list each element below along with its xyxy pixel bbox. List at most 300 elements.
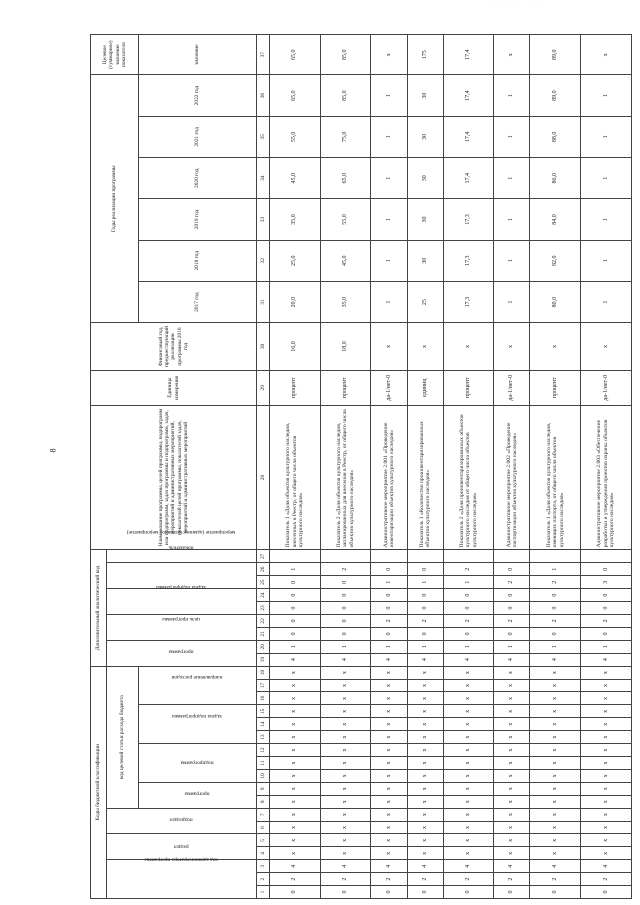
code-cell: 1 — [270, 563, 321, 576]
code-cell: x — [270, 757, 321, 770]
year-value: 17,4 — [443, 75, 494, 116]
code-cell: x — [443, 757, 494, 770]
year-header-3: 2019 год — [139, 199, 257, 240]
code-cell: x — [371, 666, 407, 679]
indicator-name: Показатель 1 «Доля объектов культурного наследия, внесенных в Реестр, от общего числа объектов культурного наследия» — [270, 405, 321, 550]
code-cell: 4 — [407, 860, 443, 873]
code-cell: x — [581, 834, 632, 847]
code-cell: x — [270, 795, 321, 808]
table-row — [371, 35, 407, 899]
year-header-6: 2022 год — [139, 75, 257, 116]
code-cell: x — [530, 782, 581, 795]
col-number: 18 — [257, 666, 270, 679]
kbk-col-3 — [107, 808, 257, 834]
year-value: 20,0 — [270, 281, 321, 322]
code-cell: x — [443, 692, 494, 705]
code-cell: 0 — [581, 563, 632, 576]
code-cell: x — [581, 769, 632, 782]
col-number: 2 — [257, 873, 270, 886]
col-number: 11 — [257, 757, 270, 770]
dop-col-label: показатель — [168, 545, 194, 552]
year-value: 1 — [581, 158, 632, 199]
code-cell: x — [530, 679, 581, 692]
year-value: 45,0 — [270, 158, 321, 199]
code-cell: 0 — [371, 563, 407, 576]
years-group-header: Годы реализации программы — [91, 75, 139, 323]
code-cell: x — [530, 808, 581, 821]
code-cell: x — [371, 731, 407, 744]
col-number: 16 — [257, 692, 270, 705]
indicator-name: Показатель 1 «Доля объектов культурного наследия, имеющих паспорта, от общего числа объектов культурного наследия» — [530, 405, 581, 550]
code-cell: x — [320, 757, 371, 770]
code-cell: 2 — [530, 614, 581, 627]
code-cell: 0 — [443, 589, 494, 602]
code-cell: 4 — [530, 860, 581, 873]
unit-cell: да-1/нет-0 — [581, 370, 632, 405]
year-value: 1 — [494, 116, 530, 157]
code-cell: 0 — [270, 627, 321, 640]
code-cell: x — [270, 782, 321, 795]
col-number: 37 — [257, 35, 270, 75]
code-cell: x — [407, 731, 443, 744]
code-cell: 1 — [443, 640, 494, 653]
code-cell: x — [443, 679, 494, 692]
code-cell: x — [320, 744, 371, 757]
fin-year-cell: x — [581, 323, 632, 370]
col-number: 7 — [257, 808, 270, 821]
year-value: 1 — [371, 116, 407, 157]
col-number: 12 — [257, 744, 270, 757]
col-number: 28 — [257, 405, 270, 550]
target-sub-header: значение — [139, 35, 257, 75]
unit-cell: да-1/нет-0 — [494, 370, 530, 405]
code-cell: 0 — [320, 602, 371, 615]
year-value: 1 — [581, 75, 632, 116]
empty-cell — [581, 550, 632, 563]
code-cell: x — [581, 782, 632, 795]
empty-cell — [443, 550, 494, 563]
year-value: 55,0 — [270, 116, 321, 157]
code-cell: x — [270, 705, 321, 718]
table-row — [581, 35, 632, 899]
indicator-name: Административное мероприятие 2.002 «Проведение паспортизации объектов культурного наследия» — [494, 405, 530, 550]
target-value: x — [371, 35, 407, 75]
year-value: 80,0 — [530, 281, 581, 322]
empty-cell — [530, 550, 581, 563]
col-number: 35 — [257, 116, 270, 157]
year-value: 17,3 — [443, 240, 494, 281]
year-value: 1 — [581, 240, 632, 281]
code-cell: x — [407, 834, 443, 847]
col-number: 21 — [257, 627, 270, 640]
code-cell: x — [270, 692, 321, 705]
code-cell: 4 — [270, 653, 321, 666]
unit-cell: процент — [270, 370, 321, 405]
table-header — [91, 35, 270, 899]
code-cell: x — [371, 808, 407, 821]
code-cell: 1 — [371, 640, 407, 653]
col-number: 19 — [257, 653, 270, 666]
year-value: 65,0 — [320, 158, 371, 199]
code-cell: 0 — [407, 886, 443, 899]
year-value: 1 — [494, 158, 530, 199]
target-value: 175 — [407, 35, 443, 75]
kcsr-sub-label: программа — [184, 790, 210, 797]
code-cell: 1 — [530, 563, 581, 576]
code-cell: 4 — [320, 653, 371, 666]
year-header-5: 2021 год — [139, 116, 257, 157]
name-header: Наименование программы, целей программы, подпрограмм или подпрограмм, задач программы и подпрограмм, задач, мероприятий и административных мероприятий, показателей целей программы, показателей задач, мероприятий и административных мероприятий — [91, 405, 257, 550]
year-value: 30 — [407, 240, 443, 281]
code-cell: x — [407, 808, 443, 821]
code-cell: x — [443, 744, 494, 757]
fin-year-cell: 18,0 — [320, 323, 371, 370]
col-number: 36 — [257, 75, 270, 116]
year-header-1: 2017 год — [139, 281, 257, 322]
code-cell: 0 — [407, 563, 443, 576]
code-cell: 0 — [320, 627, 371, 640]
year-value: 75,0 — [320, 116, 371, 157]
code-cell: 2 — [320, 563, 371, 576]
code-cell: 0 — [581, 602, 632, 615]
code-cell: 0 — [320, 589, 371, 602]
code-cell: x — [270, 718, 321, 731]
empty-cell — [494, 550, 530, 563]
code-cell: x — [530, 718, 581, 731]
year-value: 1 — [581, 281, 632, 322]
code-cell: x — [270, 808, 321, 821]
code-cell: x — [371, 705, 407, 718]
code-cell: 0 — [443, 627, 494, 640]
code-cell: x — [581, 847, 632, 860]
code-cell: x — [320, 666, 371, 679]
kcsr-sub-4 — [139, 666, 257, 705]
code-cell: x — [371, 692, 407, 705]
code-cell: 4 — [494, 653, 530, 666]
code-cell: 0 — [270, 589, 321, 602]
empty-cell — [320, 550, 371, 563]
col-number: 3 — [257, 860, 270, 873]
code-cell: x — [320, 692, 371, 705]
code-cell: 1 — [443, 576, 494, 589]
code-cell: x — [371, 769, 407, 782]
code-cell: x — [407, 718, 443, 731]
code-cell: 1 — [320, 640, 371, 653]
code-cell: 1 — [581, 640, 632, 653]
code-cell: x — [371, 757, 407, 770]
target-value: 17,4 — [443, 35, 494, 75]
code-cell: x — [320, 679, 371, 692]
code-cell: x — [270, 731, 321, 744]
code-cell: 2 — [581, 614, 632, 627]
code-cell: 2 — [407, 614, 443, 627]
code-cell: 2 — [494, 873, 530, 886]
fin-year-header: Финансовый год, предшествующий реализации программы 2016 год — [91, 323, 257, 370]
target-value: x — [581, 35, 632, 75]
code-cell: x — [443, 705, 494, 718]
code-cell: 0 — [371, 589, 407, 602]
col-number: 14 — [257, 718, 270, 731]
code-cell: x — [494, 847, 530, 860]
code-cell: x — [407, 847, 443, 860]
kbk-col-label: код администратора программы — [144, 856, 218, 863]
code-cell: 2 — [443, 873, 494, 886]
col-number: 33 — [257, 199, 270, 240]
kbk-col-label: подраздел — [169, 817, 193, 824]
rotated-page — [90, 34, 632, 899]
code-cell: x — [320, 847, 371, 860]
year-value: 35,0 — [270, 199, 321, 240]
table-row — [443, 35, 494, 899]
indicator-name: Административное мероприятие 2.001 «Проведение инвентаризации объектов культурного наследия» — [371, 405, 407, 550]
year-value: 89,0 — [530, 75, 581, 116]
kbk-col-label: раздел — [173, 843, 189, 850]
year-value: 1 — [581, 199, 632, 240]
code-cell: 0 — [494, 589, 530, 602]
code-cell: x — [407, 705, 443, 718]
code-cell: x — [443, 795, 494, 808]
code-cell: 4 — [407, 653, 443, 666]
code-cell: x — [407, 782, 443, 795]
code-cell: 0 — [407, 627, 443, 640]
code-cell: x — [530, 744, 581, 757]
scan-artifact: . . . . . . — [493, 1, 544, 6]
code-cell: x — [320, 821, 371, 834]
code-cell: 4 — [371, 653, 407, 666]
kcsr-sub-1 — [139, 782, 257, 808]
year-value: 1 — [371, 75, 407, 116]
kbk-col-1 — [107, 856, 257, 899]
code-cell: x — [530, 769, 581, 782]
indicator-name: Показатель 2 «Доля проинвентаризированных объектов культурного наследия от общего числа объектов культурного наследия» — [443, 405, 494, 550]
year-header-2: 2018 год — [139, 240, 257, 281]
col-number: 1 — [257, 886, 270, 899]
col-number: 25 — [257, 576, 270, 589]
code-cell: x — [270, 821, 321, 834]
dop-col-label: мероприятие (административное мероприятие) — [126, 528, 236, 535]
year-value: 1 — [371, 158, 407, 199]
code-cell: 4 — [581, 653, 632, 666]
year-value: 1 — [494, 281, 530, 322]
code-cell: x — [443, 834, 494, 847]
kcsr-sub-label: подпрограмма — [180, 760, 214, 767]
kbk-header: Коды бюджетной классификации — [91, 666, 107, 898]
year-value: 35,0 — [320, 281, 371, 322]
code-cell: 0 — [270, 576, 321, 589]
year-value: 17,4 — [443, 158, 494, 199]
year-value: 30 — [407, 116, 443, 157]
kbk-col-4: код целевой статьи расхода бюджета — [107, 666, 139, 808]
unit-cell: да-1/нет-0 — [371, 370, 407, 405]
unit-cell: единиц — [407, 370, 443, 405]
year-value: 30 — [407, 75, 443, 116]
code-cell: x — [494, 692, 530, 705]
code-cell: 2 — [443, 563, 494, 576]
unit-cell: процент — [320, 370, 371, 405]
code-cell: 2 — [530, 576, 581, 589]
code-cell: 1 — [407, 640, 443, 653]
fin-year-cell: 16,0 — [270, 323, 321, 370]
col-number: 31 — [257, 281, 270, 322]
indicator-table — [90, 34, 632, 899]
code-cell: x — [494, 718, 530, 731]
code-cell: x — [530, 821, 581, 834]
col-number: 4 — [257, 847, 270, 860]
code-cell: x — [494, 821, 530, 834]
target-value: 89,0 — [530, 35, 581, 75]
code-cell: x — [494, 757, 530, 770]
table-body — [270, 35, 632, 899]
year-header-4: 2020 год — [139, 158, 257, 199]
code-cell: 4 — [443, 860, 494, 873]
year-value: 30 — [407, 158, 443, 199]
code-cell: x — [494, 795, 530, 808]
code-cell: 4 — [443, 653, 494, 666]
table-row — [407, 35, 443, 899]
code-cell: x — [581, 705, 632, 718]
year-value: 65,0 — [270, 75, 321, 116]
year-value: 17,4 — [443, 116, 494, 157]
col-number: 6 — [257, 821, 270, 834]
year-value: 55,0 — [320, 199, 371, 240]
code-cell: x — [270, 834, 321, 847]
code-cell: x — [443, 847, 494, 860]
year-value: 30 — [407, 199, 443, 240]
fin-year-cell: x — [407, 323, 443, 370]
indicator-name: Показатель 2 «Доля объектов культурного наследия, запланированных для внесения в Реестр, от общего числа объектов культурного наследия» — [320, 405, 371, 550]
code-cell: x — [270, 847, 321, 860]
code-cell: x — [581, 679, 632, 692]
code-cell: x — [270, 769, 321, 782]
code-cell: x — [443, 769, 494, 782]
code-cell: x — [407, 666, 443, 679]
kcsr-sub-3 — [139, 705, 257, 744]
code-cell: 4 — [371, 860, 407, 873]
target-value: 85,0 — [320, 35, 371, 75]
code-cell: 0 — [443, 886, 494, 899]
year-value: 25 — [407, 281, 443, 322]
code-cell: 0 — [581, 886, 632, 899]
code-cell: 4 — [270, 860, 321, 873]
code-cell: x — [371, 744, 407, 757]
code-cell: x — [407, 769, 443, 782]
code-cell: x — [581, 821, 632, 834]
code-cell: 0 — [494, 627, 530, 640]
code-cell: x — [530, 705, 581, 718]
year-value: 82,0 — [530, 240, 581, 281]
indicator-name: Показатель 1 «Количество проинвентаризированных объектов культурного наследия» — [407, 405, 443, 550]
dop-header: Дополнительный аналитический код — [91, 550, 107, 666]
col-number: 26 — [257, 563, 270, 576]
fin-year-cell: x — [530, 323, 581, 370]
code-cell: x — [494, 679, 530, 692]
code-cell: 1 — [407, 576, 443, 589]
year-value: 86,0 — [530, 158, 581, 199]
code-cell: x — [443, 731, 494, 744]
code-cell: x — [371, 718, 407, 731]
code-cell: x — [443, 718, 494, 731]
code-cell: x — [494, 808, 530, 821]
empty-cell — [407, 550, 443, 563]
code-cell: x — [270, 679, 321, 692]
code-cell: x — [407, 692, 443, 705]
year-value: 1 — [371, 281, 407, 322]
year-value: 1 — [581, 116, 632, 157]
table-row — [494, 35, 530, 899]
target-header: Целевое (суммарное) значение показателя — [91, 35, 139, 75]
code-cell: 0 — [320, 614, 371, 627]
code-cell: x — [371, 679, 407, 692]
code-cell: 0 — [494, 563, 530, 576]
table-row — [270, 35, 321, 899]
year-value: 1 — [494, 199, 530, 240]
year-value: 1 — [494, 75, 530, 116]
col-number: 9 — [257, 782, 270, 795]
year-value: 88,0 — [530, 116, 581, 157]
code-cell: x — [530, 757, 581, 770]
code-cell: x — [443, 666, 494, 679]
code-cell: x — [371, 782, 407, 795]
code-cell: 2 — [494, 614, 530, 627]
code-cell: x — [320, 834, 371, 847]
code-cell: 0 — [270, 614, 321, 627]
code-cell: 0 — [407, 602, 443, 615]
table-row — [530, 35, 581, 899]
code-cell: 0 — [530, 627, 581, 640]
indicator-name: Административное мероприятие 2.003 «Обеспечение разработки и утверждения проектов охраны объектов культурного наследия» — [581, 405, 632, 550]
code-cell: x — [320, 769, 371, 782]
col-number: 15 — [257, 705, 270, 718]
year-value: 1 — [494, 240, 530, 281]
code-cell: x — [530, 731, 581, 744]
code-cell: x — [581, 795, 632, 808]
year-value: 1 — [371, 199, 407, 240]
code-cell: x — [407, 821, 443, 834]
code-cell: 4 — [494, 860, 530, 873]
code-cell: 0 — [320, 576, 371, 589]
code-cell: x — [581, 666, 632, 679]
dop-col-3 — [107, 584, 257, 615]
code-cell: x — [371, 821, 407, 834]
code-cell: 0 — [407, 589, 443, 602]
year-value: 45,0 — [320, 240, 371, 281]
table-row — [320, 35, 371, 899]
code-cell: 2 — [320, 873, 371, 886]
col-number: 8 — [257, 795, 270, 808]
code-cell: 2 — [371, 614, 407, 627]
code-cell: x — [494, 705, 530, 718]
col-number: 17 — [257, 679, 270, 692]
code-cell: 0 — [530, 602, 581, 615]
code-cell: x — [581, 692, 632, 705]
code-cell: x — [530, 834, 581, 847]
code-cell: x — [407, 744, 443, 757]
col-number: 24 — [257, 589, 270, 602]
col-number: 34 — [257, 158, 270, 199]
code-cell: 0 — [581, 627, 632, 640]
code-cell: x — [494, 744, 530, 757]
code-cell: x — [494, 834, 530, 847]
code-cell: 2 — [443, 614, 494, 627]
code-cell: 1 — [494, 640, 530, 653]
code-cell: 0 — [371, 627, 407, 640]
col-number: 27 — [257, 550, 270, 563]
col-number: 22 — [257, 614, 270, 627]
code-cell: 0 — [270, 886, 321, 899]
code-cell: x — [320, 808, 371, 821]
code-cell: x — [530, 847, 581, 860]
code-cell: x — [443, 782, 494, 795]
